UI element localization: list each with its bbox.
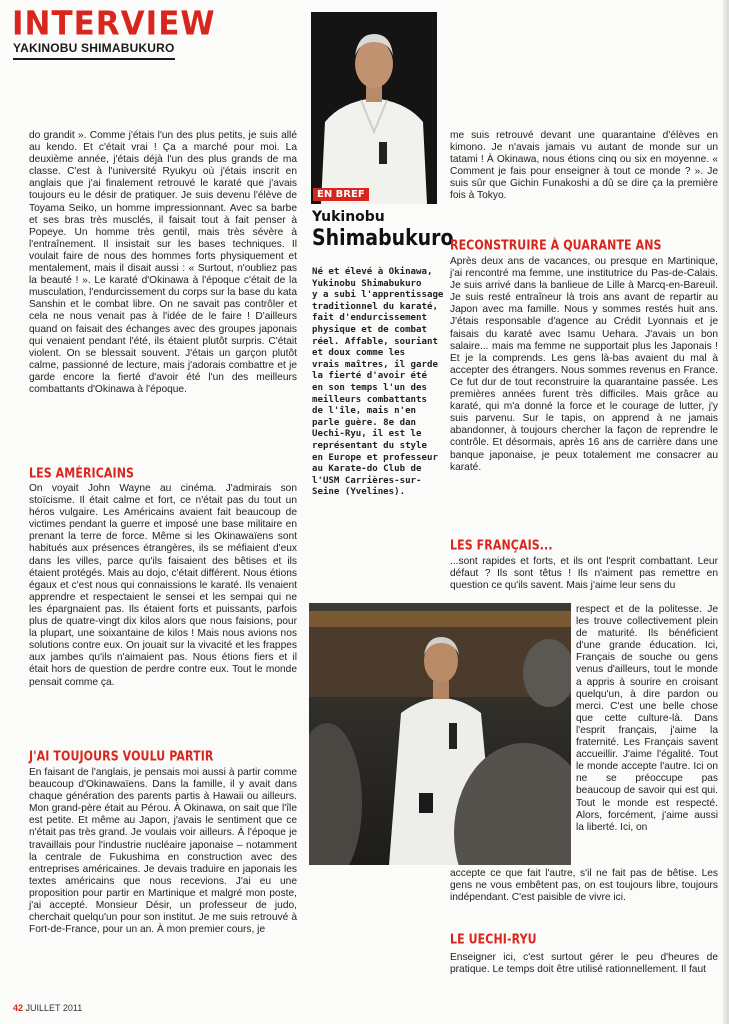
bref-line: l'USM Carrières-sur- xyxy=(312,475,422,486)
bref-line: Uechi-Ryu, il est le xyxy=(312,429,422,440)
column-left-middle xyxy=(29,483,297,689)
paragraph: Enseigner ici, c'est surtout gérer le peu d'heures de pratique. Le temps doit être utilisé rationnellement. Il faut xyxy=(450,952,718,976)
column-right-wrap xyxy=(576,604,718,834)
bref-line: représentant du style xyxy=(312,440,427,451)
section-title: INTERVIEW xyxy=(12,5,216,43)
paragraph: respect et de la politesse. Je les trouve collectivement plein de maturité. Ils bénéficient d'une grande éducation. Ici, Français de souche ou gens venus d'ailleurs, tout le monde a appris à sourire en croisant quelqu'un, à dire pardon ou merci. C'est une belle chose que cette culture-là. Dans l'esprit français, j'aime la fraternité. Les Français savent accueillir. J'aime l'égalité. Tout le monde accepte l'autre. Ici on ne se préoccupe pas beaucoup de savoir qui est qui. Tout le monde est respecté. Alors, forcément, j'aime aussi la liberté. Ici, on xyxy=(576,604,718,833)
column-right-lower xyxy=(450,556,718,592)
bref-line: meilleurs combattants xyxy=(312,394,427,405)
paragraph: ...sont rapides et forts, et ils ont l'esprit combattant. Leur défaut ? Ils sont têtus ! Ils n'aiment pas remettre en question ce qu'ils savent. Mais j'aime leur sens du xyxy=(450,556,718,592)
en-bref-tag: EN BREF xyxy=(313,188,369,201)
bref-line: en son temps l'un des xyxy=(312,382,427,393)
bref-first-name: Yukinobu xyxy=(312,209,385,225)
bref-line: Seine (Yvelines). xyxy=(312,487,406,498)
bref-line: y a subi l'apprentissage xyxy=(312,290,444,301)
page-footer xyxy=(13,1003,82,1013)
column-right-middle xyxy=(450,256,718,474)
interviewee-name: YAKINOBU SHIMABUKURO xyxy=(13,41,175,55)
bref-body xyxy=(312,267,444,499)
column-right-top xyxy=(450,130,718,203)
paragraph: En faisant de l'anglais, je pensais moi aussi à partir comme beaucoup d'Okinawaïens. Dans la famille, il y avait dans chaque génération des parents partis à Hawaii ou ailleurs. Mon grand-père était au Pérou. À Okinawa, on sait que l'île est petite. Et même au Japon, j'avais le sentiment que ce n'était pas très grand. Je voulais voir ailleurs. À l'époque je travaillais pour l'industrie nucléaire japonaise – notamment la centrale de Fukushima en construction avec des entreprises américaines. Je devais traduire en japonais les textes américains que nous recevions. J'ai eu une proposition pour partir en Martinique et malgré mon poste, j'ai accepté. Monsieur Désir, un professeur de judo, cherchait quelqu'un pour son institut. Je me suis retrouvé à Fort-de-France, pour un an. À mon premier cours, je xyxy=(29,767,297,936)
heading-partir: J'AI TOUJOURS VOULU PARTIR xyxy=(29,748,214,765)
paragraph: accepte ce que fait l'autre, s'il ne fait pas de bêtise. Les gens ne vous embêtent pas, on est toujours libre, toujours indépendant. C'est paisible de vivre ici. xyxy=(450,868,718,904)
bref-line: traditionnel du karaté, xyxy=(312,301,438,312)
bref-line: de l'île, mais n'en xyxy=(312,406,417,417)
heading-francais: LES FRANÇAIS... xyxy=(450,537,553,554)
dojo-photo xyxy=(309,603,571,865)
title-rule xyxy=(13,58,175,60)
heading-reconstruire: RECONSTRUIRE À QUARANTE ANS xyxy=(450,237,662,254)
issue-date: JUILLET 2011 xyxy=(25,1003,83,1013)
bref-line: au Karate-do Club de xyxy=(312,464,422,475)
bref-line: Yukinobu Shimabukuro xyxy=(312,278,422,289)
paragraph: do grandit ». Comme j'étais l'un des plus petits, je suis allé au kendo. Et c'était vrai ! Ça a marché pour moi. La deuxième année, j'étais déjà l'un des plus grands de ma classe. C'est à l'université Ryukyu où j'étais inscrit en anglais que j'ai finalement retrouvé le karaté que j'avais toujours eu le désir de pratiquer. Je suis devenu l'élève de Toyama Seiko, un homme impressionnant. Avec sa barbe et ses bras très musclés, il faisait tout à fait penser à Popeye. Un homme très gentil, mais très sévère à l'entraînement. Il insistait sur les bases techniques. Il voulait faire de nous des hommes forts physiquement et mentalement, mais il disait aussi : « Surtout, n'oubliez pas la beauté ! ». Le karaté d'Okinawa à l'époque c'était de la musculation, l'endurcissement du corps sur la base du kata Sanshin et le combat libre. On ne savait pas contrôler et cela ne nous venait pas à l'idée de le faire ! D'ailleurs quand on faisait des échanges avec des groupes japonais qui venaient pendant l'été, ils étaient plutôt surpris. C'était violent. On se blessait souvent. J'étais un garçon plutôt calme, passionné de lecture, mais j'adorais combattre et je garde encore la fierté d'avoir été l'un des meilleurs combattants d'Okinawa à l'époque. xyxy=(29,130,297,395)
paragraph: Après deux ans de vacances, ou presque en Martinique, j'ai rencontré ma femme, une institutrice du Pas-de-Calais. Je suis arrivé dans la banlieue de Lille à Marcq-en-Bareuil. Je suis resté entraîneur là trois ans avant de repartir au Japon avec ma famille. Nous y sommes restés huit ans. J'étais responsable d'agence au Crédit Lyonnais et je faisais du karaté avec Isamu Uehara. J'avais un bon salaire... mais ma femme ne supportait plus les Japonais ! Et je la comprends. Les gens là-bas avaient du mal à accepter des étrangers. Nous sommes revenus en France. Ce fut dur de tout reconstruire la quarantaine passée. Les premières années furent très difficiles. Mais grâce au karaté, qui m'a donné la force et le courage de lutter, j'y suis parvenu. Sur le tapis, on apprend à ne jamais abandonner, à toujours chercher la façon de reprendre le contrôle. Et désormais, après 16 ans de carrière dans une banque japonaise, je peux totalement me consacrer au karaté. xyxy=(450,256,718,473)
bref-line: et doux comme les xyxy=(312,348,406,359)
column-right-after-photo xyxy=(450,868,718,904)
paragraph: me suis retrouvé devant une quarantaine d'élèves en kimono. Je n'avais jamais vu autant de monde sur un tatami ! À Okinawa, nous étions cinq ou six en moyenne. « Comment je fais pour enseigner à tout ce monde ? ». Je suis sûr que Gichin Funakoshi a dû se dire ça la première fois à Tokyo. xyxy=(450,130,718,202)
page-number: 42 xyxy=(13,1003,24,1013)
bref-line: en Europe et professeur xyxy=(312,452,438,463)
bref-last-name: Shimabukuro xyxy=(312,226,454,251)
paragraph: On voyait John Wayne au cinéma. J'admirais son stoïcisme. Il était calme et fort, ce n'était pas du tout un héros vulgaire. Les Américains avaient fait beaucoup de victimes pendant la guerre et imposé une base militaire en prenant la terre de force. Même si les Okinawaïens sont habitués aux présences étrangères, ils se méfiaient d'eux dans les villes, parce qu'ils faisaient des bêtises et ils étaient protégés. Mais au dojo, c'était différent. Nous étions égaux et c'est nous qui connaissions le karaté. Ils venaient apprendre et respectaient le sensei et les sempai qui ne les épargnaient pas. Ils étaient forts et puissants, parfois plus de quatre-vingt dix kilos alors que nous faisions, pour la plupart, une soixantaine de kilos ! Mais nous avions nos solutions contre eux. On jouait sur la vivacité et les frappes aux jambes qu'ils n'aimaient pas. Nous étions fiers et il était hors de question de perdre contre eux. Tout le monde pensait comme ça. xyxy=(29,483,297,688)
bref-line: la fierté d'avoir été xyxy=(312,371,427,382)
heading-uechi: LE UECHI-RYU xyxy=(450,931,537,948)
column-left-top xyxy=(29,130,297,396)
bref-line: parle guère. 8e dan xyxy=(312,417,417,428)
bref-line: fait d'endurcissement xyxy=(312,313,427,324)
bref-line: réel. Affable, souriant xyxy=(312,336,438,347)
page-edge xyxy=(723,0,729,1024)
bref-line: physique et de combat xyxy=(312,324,427,335)
bref-line: vrais maîtres, il garde xyxy=(312,359,438,370)
portrait-photo xyxy=(311,12,437,204)
bref-line: Né et élevé à Okinawa, xyxy=(312,267,433,277)
heading-americains: LES AMÉRICAINS xyxy=(29,465,135,482)
column-right-bottom xyxy=(450,952,718,976)
column-left-bottom xyxy=(29,767,297,936)
